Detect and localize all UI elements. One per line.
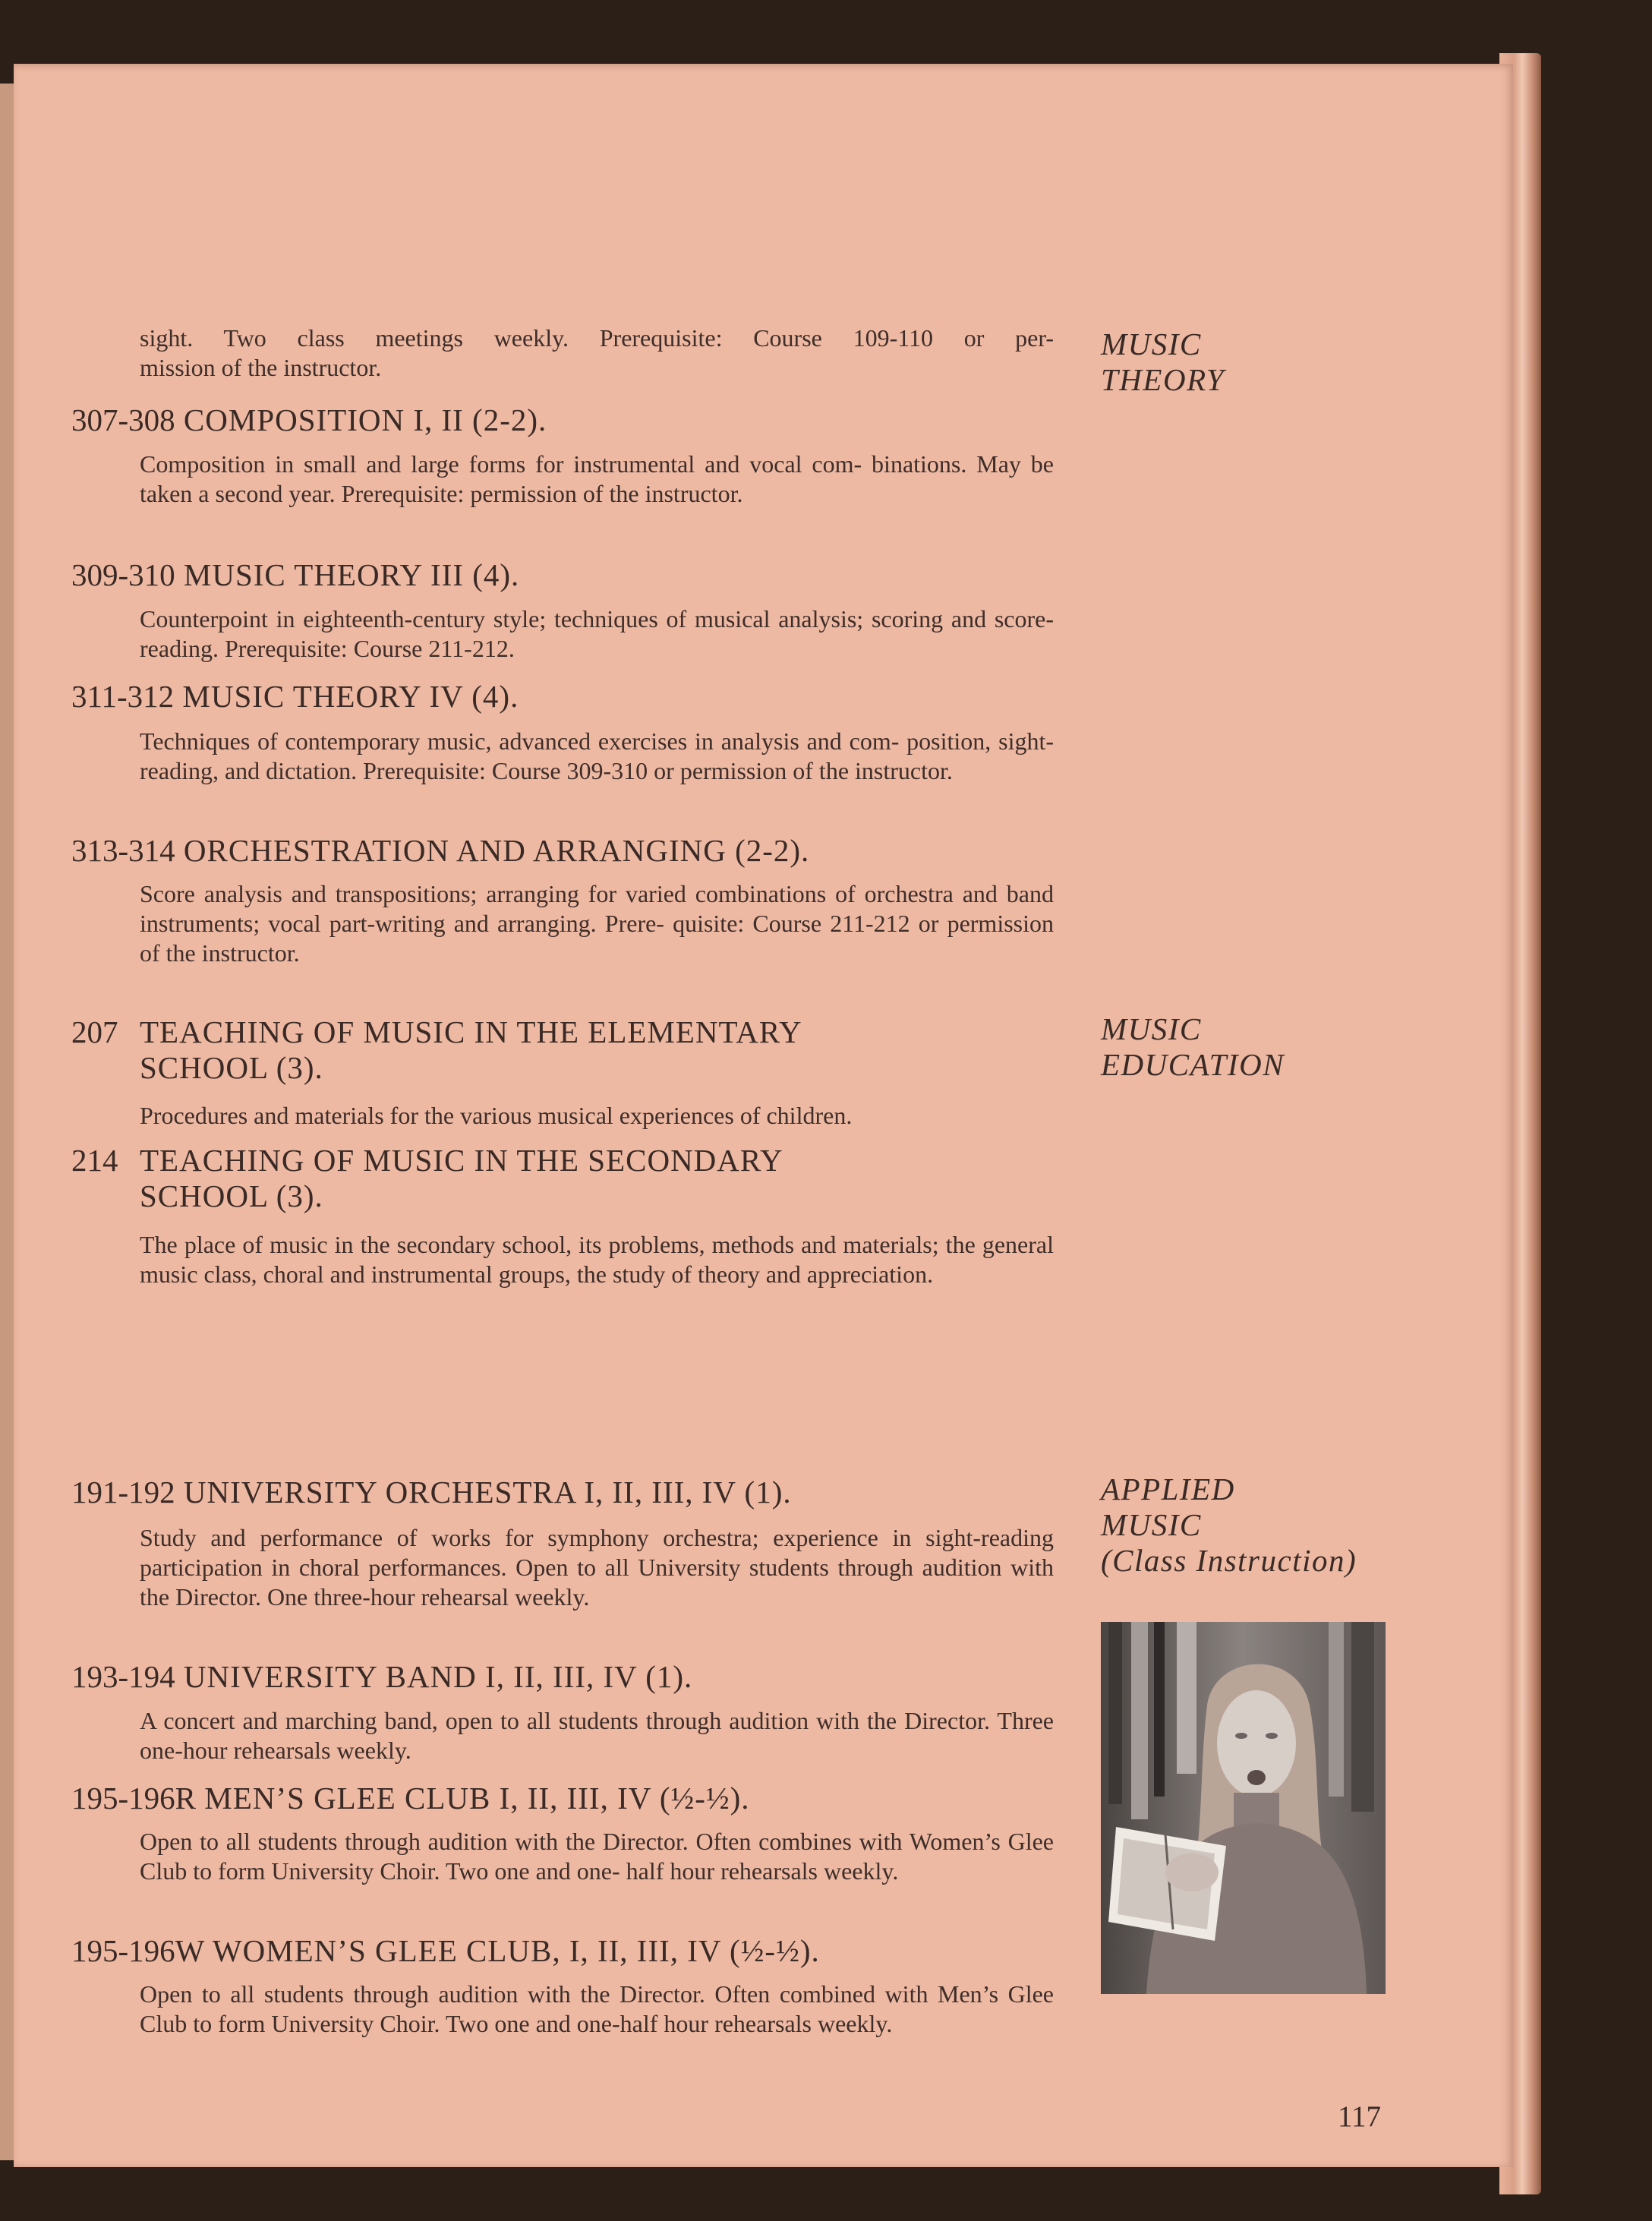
course-number: 313-314 bbox=[71, 833, 175, 868]
course-description: The place of music in the secondary school, its problems, methods and materials; the general music class, choral and instrumental groups, the study of theory and appreciation. bbox=[140, 1231, 1054, 1288]
side-label-line: EDUCATION bbox=[1101, 1047, 1285, 1082]
course-heading bbox=[71, 1933, 820, 1969]
course-description: Composition in small and large forms for instrumental and vocal com- binations. May be taken a second year. Prerequisite: permission of the instructor. bbox=[140, 450, 1054, 507]
side-label-line: MUSIC bbox=[1101, 327, 1202, 361]
side-label-music-education bbox=[1101, 1011, 1285, 1083]
course-title: UNIVERSITY BAND I, II, III, IV (1). bbox=[183, 1659, 693, 1694]
side-label-line: MUSIC bbox=[1101, 1507, 1202, 1542]
course-title: WOMEN’S GLEE CLUB, I, II, III, IV (½-½). bbox=[212, 1933, 820, 1968]
course-description: Open to all students through audition with the Director. Often combined with Men’s Glee Club to form University Choir. Two one and one-half hour rehearsals weekly. bbox=[140, 1980, 1054, 2037]
side-label-line: THEORY bbox=[1101, 362, 1225, 397]
course-heading bbox=[71, 1143, 783, 1214]
course-heading bbox=[71, 679, 519, 715]
course-title-line-1: TEACHING OF MUSIC IN THE ELEMENTARY bbox=[140, 1014, 802, 1049]
course-title-line-2: SCHOOL (3). bbox=[140, 1050, 323, 1085]
continued-line-1: sight. Two class meetings weekly. Prerequisite: Course 109-110 or per- bbox=[140, 324, 1054, 352]
course-title: ORCHESTRATION AND ARRANGING (2-2). bbox=[183, 833, 810, 868]
course-heading bbox=[71, 1659, 692, 1695]
course-description: Procedures and materials for the various musical experiences of children. bbox=[140, 1102, 853, 1129]
course-heading bbox=[71, 833, 809, 869]
course-description: Score analysis and transpositions; arranging for varied combinations of orchestra and band instruments; vocal part-writing and arranging. Prere- quisite: Course 211-212 or permission of the instructor. bbox=[140, 880, 1054, 967]
course-title: MEN’S GLEE CLUB I, II, III, IV (½-½). bbox=[204, 1781, 750, 1816]
course-number: 309-310 bbox=[71, 557, 175, 592]
course-heading bbox=[71, 402, 547, 438]
course-title-line-2: SCHOOL (3). bbox=[140, 1178, 323, 1213]
course-heading bbox=[71, 1475, 792, 1510]
course-title: COMPOSITION I, II (2-2). bbox=[183, 402, 547, 437]
course-number: 195-196W bbox=[71, 1933, 205, 1968]
course-description: Study and performance of works for symphony orchestra; experience in sight-reading participation in choral performances. Open to all University students through audition with the Director. One three-hour rehearsal weekly. bbox=[140, 1524, 1054, 1611]
course-heading bbox=[71, 1781, 750, 1816]
course-description: Open to all students through audition with the Director. Often combines with Women’s Glee Club to form University Choir. Two one and one- half hour rehearsals weekly. bbox=[140, 1828, 1054, 1885]
course-number: 311-312 bbox=[71, 679, 175, 714]
side-label-line: MUSIC bbox=[1101, 1011, 1202, 1046]
course-title-line-1: TEACHING OF MUSIC IN THE SECONDARY bbox=[140, 1143, 783, 1178]
course-description: A concert and marching band, open to all students through audition with the Director. Three one-hour rehearsals weekly. bbox=[140, 1707, 1054, 1764]
course-number: 307-308 bbox=[71, 402, 175, 437]
course-description: Counterpoint in eighteenth-century style; techniques of musical analysis; scoring and score-reading. Prerequisite: Course 211-212. bbox=[140, 605, 1054, 662]
side-label-music-theory bbox=[1101, 327, 1225, 398]
photo-student-singing bbox=[1101, 1622, 1386, 1994]
course-title: MUSIC THEORY IV (4). bbox=[182, 679, 519, 714]
continued-line-2: mission of the instructor. bbox=[140, 354, 382, 381]
side-label-applied-music bbox=[1101, 1472, 1357, 1579]
photo-student-singing-icon bbox=[1101, 1622, 1386, 1994]
course-heading bbox=[71, 1014, 802, 1086]
course-description: Techniques of contemporary music, advanced exercises in analysis and com- position, sight-reading, and dictation. Prerequisite: Course 309-310 or permission of the instructor. bbox=[140, 727, 1054, 784]
course-title: UNIVERSITY ORCHESTRA I, II, III, IV (1). bbox=[183, 1475, 792, 1510]
catalog-page bbox=[14, 64, 1513, 2167]
course-heading bbox=[71, 557, 519, 593]
course-number: 207 bbox=[71, 1014, 118, 1049]
page-number: 117 bbox=[1338, 2100, 1382, 2133]
side-label-line: (Class Instruction) bbox=[1101, 1543, 1357, 1578]
course-number: 214 bbox=[71, 1143, 118, 1178]
course-title: MUSIC THEORY III (4). bbox=[183, 557, 520, 592]
continued-description bbox=[140, 323, 1054, 383]
course-number: 195-196R bbox=[71, 1781, 196, 1816]
left-page-edge bbox=[0, 84, 15, 2160]
side-label-line: APPLIED bbox=[1101, 1472, 1235, 1506]
course-number: 191-192 bbox=[71, 1475, 175, 1510]
course-number: 193-194 bbox=[71, 1659, 175, 1694]
